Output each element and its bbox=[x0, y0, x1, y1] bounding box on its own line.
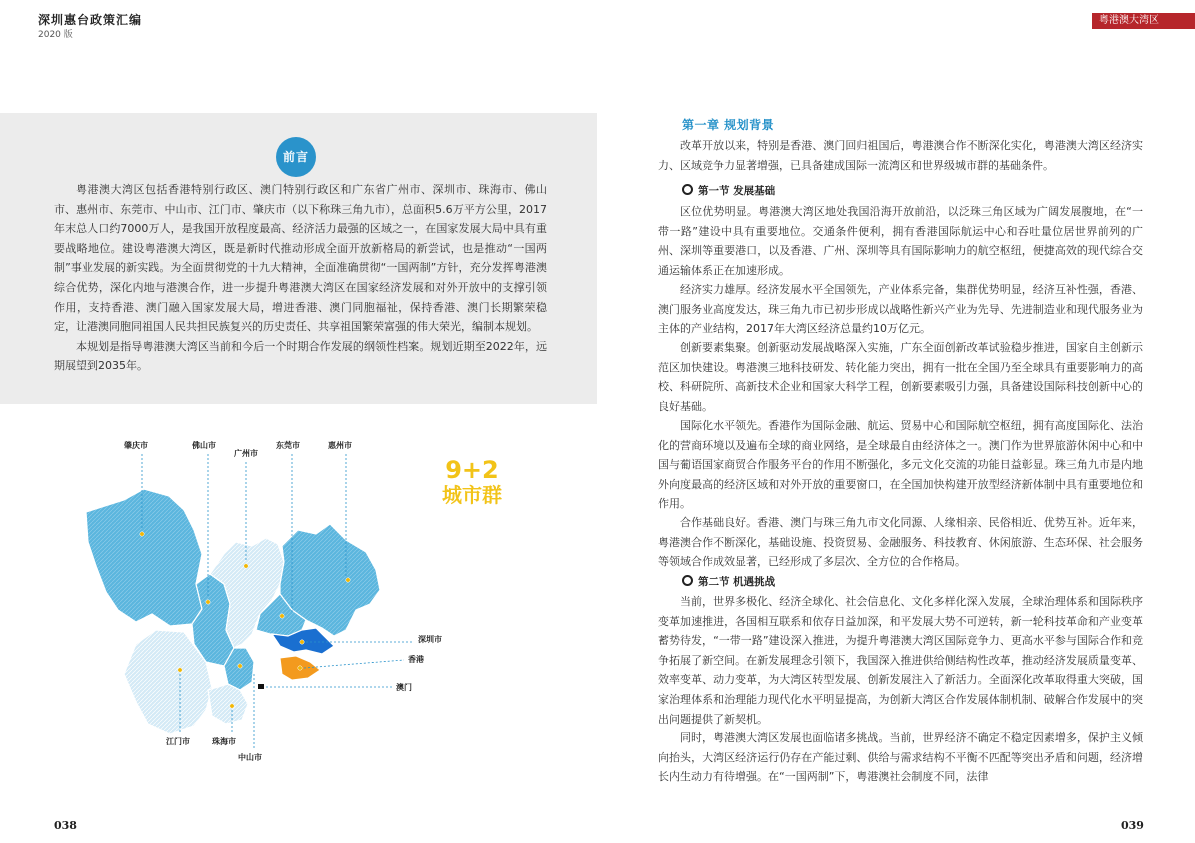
chapter-title: 第一章 规划背景 bbox=[682, 118, 775, 132]
dot-foshan bbox=[206, 600, 210, 604]
dot-zhuhai bbox=[230, 704, 234, 708]
city-label-zhongshan: 中山市 bbox=[238, 752, 262, 762]
section1-paragraph: 创新要素集聚。创新驱动发展战略深入实施，广东全面创新改革试验稳步推进，国家自主创新示范区加快建设。粤港澳三地科技研发、转化能力突出，拥有一批在全国乃至全球具有重要影响力的高校、科研院所、高新技术企业和国家大科学工程，创新要素吸引力强，具备建设国际科技创新中心的良好基础。 bbox=[658, 341, 1143, 413]
preface-paragraph: 粤港澳大湾区包括香港特别行政区、澳门特别行政区和广东省广州市、深圳市、珠海市、佛山市、惠州市、东莞市、中山市、江门市、肇庆市（以下称珠三角九市），总面积5.6万平方公里，2017年末总人口约7000万人，是我国开放程度最高、经济活力最强的区域之一，在国家发展大局中具有重要战略地位。建设粤港澳大湾区，既是新时代推动形成全面开放新格局的新尝试，也是推动“一国两制”事业发展的新实践。为全面贯彻党的十九大精神，全面准确贯彻“一国两制”方针，充分发挥粤港澳综合优势，深化内地与港澳合作，进一步提升粤港澳大湾区在国家经济发展和对外开放中的支撑引领作用，支持香港、澳门融入国家发展大局，增进香港、澳门同胞福祉，保持香港、澳门长期繁荣稳定，让港澳同胞同祖国人民共担民族复兴的历史责任、共享祖国繁荣富强的伟大荣光，编制本规划。 bbox=[54, 183, 547, 334]
city-label-zhaoqing: 肇庆市 bbox=[124, 440, 148, 450]
bullet-ring-icon bbox=[682, 184, 693, 195]
preface-badge: 前言 bbox=[276, 137, 316, 177]
city-label-guangzhou: 广州市 bbox=[234, 448, 258, 458]
region-macau bbox=[258, 684, 264, 689]
dot-hongkong bbox=[298, 666, 302, 670]
dot-guangzhou bbox=[244, 564, 248, 568]
dot-zhaoqing bbox=[140, 532, 144, 536]
city-label-dongguan: 东莞市 bbox=[276, 440, 300, 450]
section1-paragraph: 国际化水平领先。香港作为国际金融、航运、贸易中心和国际航空枢纽，拥有高度国际化、法治化的营商环境以及遍布全球的商业网络，是全球最自由经济体之一。澳门作为世界旅游休闲中心和中国与葡语国家商贸合作服务平台的作用不断强化，多元文化交流的功能日益彰显。珠三角九市是内地外向度最高的经济区域和对外开放的重要窗口，在全国加快构建开放型经济新体制中具有重要地位和作用。 bbox=[658, 419, 1143, 511]
section1-paragraph: 合作基础良好。香港、澳门与珠三角九市文化同源、人缘相亲、民俗相近、优势互补。近年来，粤港澳合作不断深化，基础设施、投资贸易、金融服务、科技教育、休闲旅游、生态环保、社会服务等领域合作成效显著，已经形成了多层次、全方位的合作格局。 bbox=[658, 516, 1143, 569]
city-label-hongkong: 香港 bbox=[408, 654, 424, 664]
city-label-foshan: 佛山市 bbox=[192, 440, 216, 450]
dot-zhongshan bbox=[238, 664, 242, 668]
dot-shenzhen bbox=[300, 640, 304, 644]
dot-dongguan bbox=[280, 614, 284, 618]
section2-heading bbox=[682, 574, 775, 589]
city-label-shenzhen: 深圳市 bbox=[418, 634, 442, 644]
region-zhaoqing bbox=[86, 489, 202, 626]
city-cluster-title bbox=[432, 458, 512, 508]
section1-paragraph: 区位优势明显。粤港澳大湾区地处我国沿海开放前沿，以泛珠三角区域为广阔发展腹地，在“一带一路”建设中具有重要地位。交通条件便利，拥有香港国际航运中心和吞吐量位居世界前列的广州、深圳等重要港口，以及香港、广州、深圳等具有国际影响力的航空枢纽，便捷高效的现代综合交通运输体系正在加速形成。 bbox=[658, 205, 1143, 277]
city-label-huizhou: 惠州市 bbox=[328, 440, 352, 450]
city-cluster-title-line1: 9+2 bbox=[445, 456, 499, 484]
section1-paragraph: 经济实力雄厚。经济发展水平全国领先，产业体系完备，集群优势明显，经济互补性强，香港、澳门服务业高度发达，珠三角九市已初步形成以战略性新兴产业为先导、先进制造业和现代服务业为主体的产业结构，2017年大湾区经济总量约10万亿元。 bbox=[658, 283, 1143, 336]
page-number-right: 039 bbox=[1121, 819, 1144, 832]
dot-jiangmen bbox=[178, 668, 182, 672]
section2-title: 第二节 机遇挑战 bbox=[698, 576, 776, 588]
section-tag: 粤港澳大湾区 bbox=[1092, 13, 1195, 29]
section1-title: 第一节 发展基础 bbox=[698, 185, 776, 197]
city-cluster-title-line2: 城市群 bbox=[442, 483, 502, 507]
region-zhuhai bbox=[208, 684, 248, 724]
document-title: 深圳惠台政策汇编 bbox=[38, 13, 143, 27]
preface-paragraph: 本规划是指导粤港澳大湾区当前和今后一个时期合作发展的纲领性档案。规划近期至2022年，远期展望到2035年。 bbox=[54, 339, 547, 373]
page-number-left: 038 bbox=[54, 819, 77, 832]
section2-paragraph: 同时，粤港澳大湾区发展也面临诸多挑战。当前，世界经济不确定不稳定因素增多，保护主义倾向抬头，大湾区经济运行仍存在产能过剩、供给与需求结构不平衡不匹配等突出矛盾和问题，经济增长内生动力有待增强。在“一国两制”下，粤港澳社会制度不同，法律 bbox=[658, 731, 1143, 784]
city-label-jiangmen: 江门市 bbox=[166, 736, 190, 746]
section1-heading bbox=[682, 183, 775, 198]
chapter-intro: 改革开放以来，特别是香港、澳门回归祖国后，粤港澳合作不断深化实化，粤港澳大湾区经济实力、区域竞争力显著增强，已具备建成国际一流湾区和世界级城市群的基础条件。 bbox=[658, 139, 1143, 172]
bullet-ring-icon bbox=[682, 575, 693, 586]
dot-huizhou bbox=[346, 578, 350, 582]
section2-paragraph: 当前，世界多极化、经济全球化、社会信息化、文化多样化深入发展，全球治理体系和国际秩序变革加速推进，各国相互联系和依存日益加深，和平发展大势不可逆转，新一轮科技革命和产业变革蓄势待发，“一带一路”建设深入推进，为提升粤港澳大湾区国际竞争力、更高水平参与国际合作和竞争拓展了新空间。在新发展理念引领下，我国深入推进供给侧结构性改革，推动经济发展质量变革、效率变革、动力变革，为大湾区转型发展、创新发展注入了新活力。全面深化改革取得重大突破，国家治理体系和治理能力现代化水平明显提高，为创新大湾区合作发展体制机制、破解合作发展中的突出问题提供了新契机。 bbox=[658, 595, 1143, 726]
city-label-macau: 澳门 bbox=[396, 682, 412, 692]
preface-text bbox=[54, 180, 547, 376]
city-label-zhuhai: 珠海市 bbox=[212, 736, 236, 746]
edition-label: 2020 版 bbox=[38, 30, 73, 40]
